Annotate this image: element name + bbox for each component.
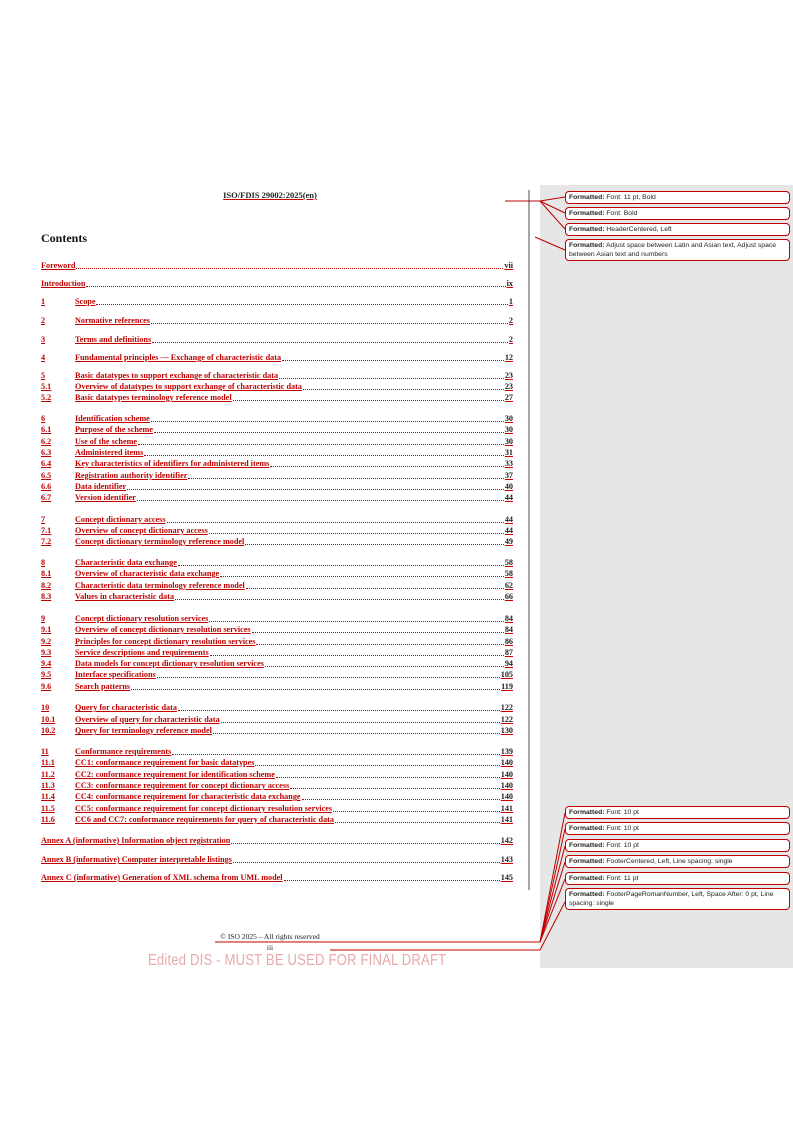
toc-entry[interactable]: 5.1 Overview of datatypes to support exchange of characteristic data 23 [41,382,513,391]
comment-balloon[interactable]: Formatted: Font: 11 pt [565,872,790,885]
toc-entry[interactable]: 11.6 CC6 and CC7: conformance requirements for query of characteristic data 141 [41,815,513,824]
toc-entry[interactable]: 11.5 CC5: conformance requirement for concept dictionary resolution services 141 [41,804,513,813]
toc-entry[interactable]: 11.3 CC3: conformance requirement for concept dictionary access 140 [41,781,513,790]
toc-entry[interactable]: 6.2 Use of the scheme 30 [41,437,513,446]
toc-entry[interactable]: 7.1 Overview of concept dictionary access 44 [41,526,513,535]
toc-entry[interactable]: 9 Concept dictionary resolution services 84 [41,614,513,623]
draft-watermark: Edited DIS - MUST BE USED FOR FINAL DRAFT [148,952,447,969]
toc-entry[interactable]: Introduction ix [41,279,513,288]
toc-entry[interactable]: 3 Terms and definitions 2 [41,335,513,344]
contents-heading: Contents [41,231,88,245]
comment-balloon[interactable]: Formatted: Font: Bold [565,207,790,220]
toc-entry[interactable]: 9.1 Overview of concept dictionary resolution services 84 [41,625,513,634]
toc-entry[interactable]: 10 Query for characteristic data 122 [41,703,513,712]
toc-entry[interactable]: 8.3 Values in characteristic data 66 [41,592,513,601]
comment-balloon[interactable]: Formatted: Font: 10 pt [565,806,790,819]
toc-entry[interactable]: 5 Basic datatypes to support exchange of characteristic data 23 [41,371,513,380]
copyright-footer: © ISO 2025 – All rights reserved [220,932,320,941]
toc-entry[interactable]: 5.2 Basic datatypes terminology reference model 27 [41,393,513,402]
running-header [0,190,540,200]
comment-balloon[interactable]: Formatted: HeaderCentered, Left [565,223,790,236]
toc-entry[interactable]: Annex A (informative) Information object registration 142 [41,836,513,845]
comment-balloon[interactable]: Formatted: Font: 10 pt [565,839,790,852]
toc-entry[interactable]: 9.4 Data models for concept dictionary resolution services 94 [41,659,513,668]
comment-balloon[interactable]: Formatted: FooterCentered, Left, Line spacing: single [565,855,790,868]
toc-entry[interactable]: 6.4 Key characteristics of identifiers for administered items 33 [41,459,513,468]
comment-balloon[interactable]: Formatted: FooterPageRomanNumber, Left, Space After: 0 pt, Line spacing: single [565,888,790,910]
toc-entry[interactable]: 7.2 Concept dictionary terminology reference model 49 [41,537,513,546]
toc-entry[interactable]: 4 Fundamental principles — Exchange of characteristic data 12 [41,353,513,362]
toc-entry[interactable]: 6.3 Administered items 31 [41,448,513,457]
toc-entry[interactable]: 6.5 Registration authority identifier 37 [41,471,513,480]
toc-entry[interactable]: 9.5 Interface specifications 105 [41,670,513,679]
comment-balloon[interactable]: Formatted: Font: 11 pt, Bold [565,191,790,204]
toc-entry[interactable]: 10.1 Overview of query for characteristic data 122 [41,715,513,724]
toc-entry[interactable]: 6 Identification scheme 30 [41,414,513,423]
toc-entry[interactable]: Foreword vii [41,261,513,270]
toc-entry[interactable]: 9.2 Principles for concept dictionary resolution services 86 [41,637,513,646]
toc-entry[interactable]: 7 Concept dictionary access 44 [41,515,513,524]
toc-entry[interactable]: 8.1 Overview of characteristic data exchange 58 [41,569,513,578]
toc-entry[interactable]: 6.7 Version identifier 44 [41,493,513,502]
document-id: ISO/FDIS 29002:2025(en) [223,190,317,200]
toc-entry[interactable]: 2 Normative references 2 [41,316,513,325]
page-number: iii [266,943,274,952]
toc-entry[interactable]: 11.4 CC4: conformance requirement for characteristic data exchange 140 [41,792,513,801]
toc-entry[interactable]: 9.6 Search patterns 119 [41,682,513,691]
toc-entry[interactable]: 8 Characteristic data exchange 58 [41,558,513,567]
toc-entry[interactable]: 8.2 Characteristic data terminology reference model 62 [41,581,513,590]
toc-entry[interactable]: 11.1 CC1: conformance requirement for basic datatypes 140 [41,758,513,767]
toc-entry[interactable]: 9.3 Service descriptions and requirements 87 [41,648,513,657]
toc-entry[interactable]: 1 Scope 1 [41,297,513,306]
toc-entry[interactable]: 11 Conformance requirements 139 [41,747,513,756]
toc-entry[interactable]: Annex C (informative) Generation of XML schema from UML model 145 [41,873,513,882]
toc-entry[interactable]: 6.6 Data identifier 40 [41,482,513,491]
toc-entry[interactable]: 6.1 Purpose of the scheme 30 [41,425,513,434]
toc-entry[interactable]: 10.2 Query for terminology reference model 130 [41,726,513,735]
comment-balloon[interactable]: Formatted: Font: 10 pt [565,822,790,835]
toc-entry[interactable]: Annex B (informative) Computer interpretable listings 143 [41,855,513,864]
toc-entry[interactable]: 11.2 CC2: conformance requirement for identification scheme 140 [41,770,513,779]
comment-balloon[interactable]: Formatted: Adjust space between Latin and Asian text, Adjust space between Asian text and numbers [565,239,790,261]
